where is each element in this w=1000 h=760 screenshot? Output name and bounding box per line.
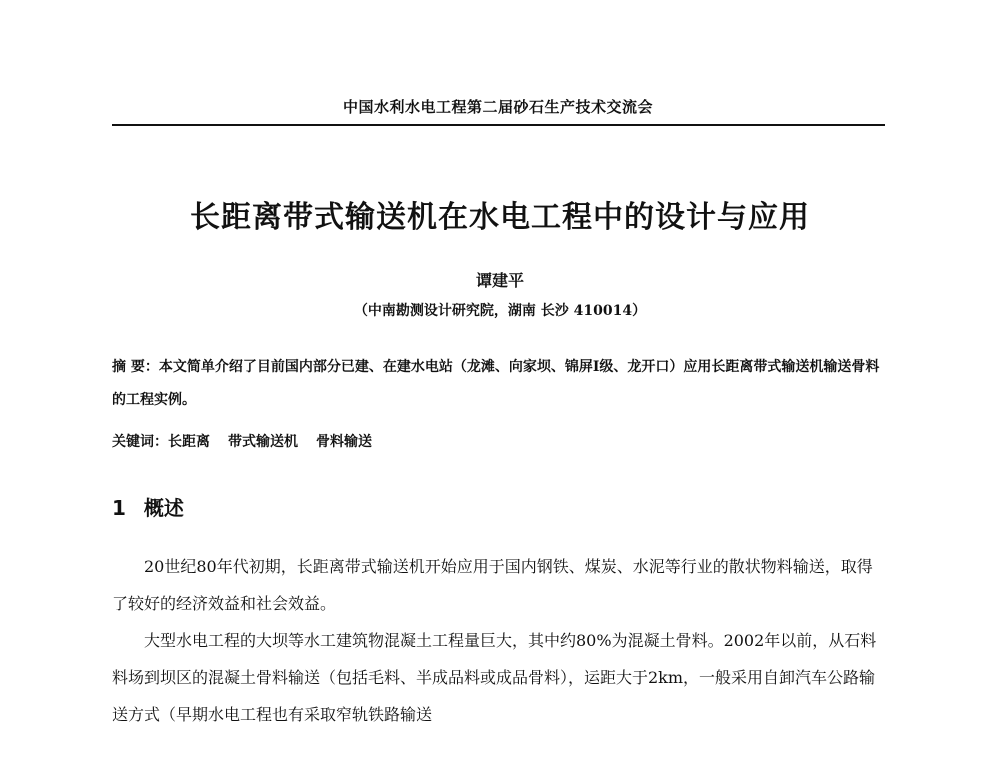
abstract [112,351,887,417]
paper-title: 长距离带式输送机在水电工程中的设计与应用 [190,200,810,235]
author-affiliation: （中南勘测设计研究院，湖南 长沙 410014） [353,303,647,319]
header-rule [112,124,885,126]
abstract-text: 本文简单介绍了目前国内部分已建、在建水电站（龙滩、向家坝、锦屏Ⅰ级、龙开口）应用长距离带式输送机输送骨料的工程实例。 [112,359,880,408]
running-header: 中国水利水电工程第二届砂石生产技术交流会 [342,98,653,116]
keywords-label: 关键词： [112,434,168,450]
keywords [112,431,887,451]
author-name: 谭建平 [475,271,524,290]
keyword: 带式输送机 [228,434,298,450]
section-title: 概述 [143,496,184,520]
body-paragraph: 20世纪80年代初期，长距离带式输送机开始应用于国内钢铁、煤炭、水泥等行业的散状物料输送，取得了较好的经济效益和社会效益。 [112,557,873,613]
section-body [112,548,887,733]
section-heading [112,492,184,521]
body-paragraph: 大型水电工程的大坝等水工建筑物混凝土工程量巨大，其中约80%为混凝土骨料。2002年以前，从石料料场到坝区的混凝土骨料输送（包括毛料、半成品料或成品骨料），运距大于2km，一般采用自卸汽车公路输送方式（早期水电工程也有采取窄轨铁路输送 [112,631,877,724]
abstract-label: 摘 要： [112,359,159,375]
section-number: 1 [112,496,126,520]
keyword: 长距离 [168,434,210,450]
keyword: 骨料输送 [316,434,372,450]
